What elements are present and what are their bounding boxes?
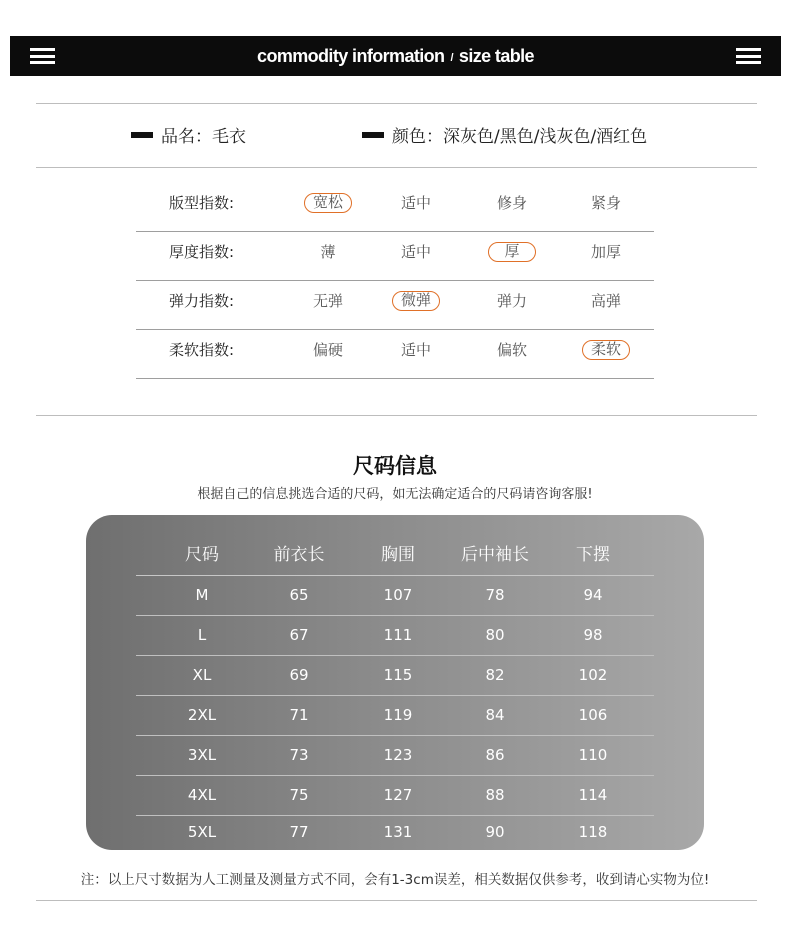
index-option: 加厚	[590, 243, 621, 261]
size-table-card	[86, 515, 704, 850]
index-row	[136, 280, 654, 330]
table-row	[136, 736, 654, 776]
table-row	[136, 656, 654, 696]
table-row	[136, 816, 654, 852]
table-cell: 71	[289, 706, 309, 724]
index-label: 柔软指数:	[169, 341, 235, 359]
bullet-bar-icon	[131, 132, 153, 138]
index-row	[136, 329, 654, 379]
table-cell: 4XL	[187, 786, 217, 804]
table-cell: 65	[289, 586, 309, 604]
index-option: 适中	[400, 243, 431, 261]
table-cell: 75	[289, 786, 309, 804]
table-cell: 110	[578, 746, 608, 764]
index-option: 偏硬	[312, 341, 343, 359]
table-cell: 118	[578, 823, 608, 841]
index-option: 适中	[400, 194, 431, 212]
product-colors	[362, 122, 647, 147]
size-info-subtitle: 根据自己的信息挑选合适的尺码，如无法确定适合的尺码请咨询客服!	[197, 487, 593, 502]
table-cell: 77	[289, 823, 309, 841]
index-option: 适中	[400, 341, 431, 359]
index-row	[136, 231, 654, 281]
table-cell: 106	[578, 706, 608, 724]
table-cell: 123	[383, 746, 413, 764]
index-option-selected: 微弹	[392, 291, 440, 311]
table-cell: 5XL	[187, 823, 217, 841]
header-title-separator: /	[450, 52, 453, 64]
index-option-selected: 厚	[488, 242, 536, 262]
column-header: 前衣长	[273, 545, 325, 565]
table-cell: 73	[289, 746, 309, 764]
table-row	[136, 776, 654, 816]
table-cell: 67	[289, 626, 309, 644]
divider	[36, 167, 757, 168]
table-cell: 119	[383, 706, 413, 724]
index-option: 紧身	[590, 194, 621, 212]
table-cell: 115	[383, 666, 413, 684]
table-cell: 88	[485, 786, 505, 804]
divider	[36, 103, 757, 104]
index-option-selected: 柔软	[582, 340, 630, 360]
bullet-bar-icon	[362, 132, 384, 138]
header-title-left: commodity information	[257, 46, 445, 66]
index-option: 弹力	[496, 292, 527, 310]
measurement-note: 注：以上尺寸数据为人工测量及测量方式不同，会有1-3cm误差，相关数据仅供参考，收到请心实物为位!	[80, 872, 710, 888]
table-cell: L	[197, 626, 207, 644]
table-cell: 69	[289, 666, 309, 684]
table-cell: 114	[578, 786, 608, 804]
index-label: 弹力指数:	[169, 292, 235, 310]
column-header: 下摆	[576, 545, 610, 565]
table-cell: 94	[583, 586, 603, 604]
table-cell: 86	[485, 746, 505, 764]
index-row	[136, 182, 654, 232]
header-title-right: size table	[458, 46, 534, 66]
table-cell: 131	[383, 823, 413, 841]
table-cell: 82	[485, 666, 505, 684]
size-table	[136, 535, 654, 852]
table-cell: 2XL	[187, 706, 217, 724]
header-title	[10, 36, 781, 78]
table-cell: XL	[192, 666, 212, 684]
table-cell: 98	[583, 626, 603, 644]
table-cell: 84	[485, 706, 505, 724]
table-row	[136, 576, 654, 616]
divider	[36, 900, 757, 901]
divider	[36, 415, 757, 416]
table-cell: 102	[578, 666, 608, 684]
column-header: 尺码	[185, 545, 219, 565]
table-cell: 3XL	[187, 746, 217, 764]
index-option: 修身	[496, 194, 527, 212]
table-cell: 90	[485, 823, 505, 841]
index-option: 高弹	[590, 292, 621, 310]
size-info-title: 尺码信息	[353, 454, 437, 478]
size-table-header	[136, 535, 654, 576]
index-option: 偏软	[496, 341, 527, 359]
table-cell: 111	[383, 626, 413, 644]
index-option: 薄	[320, 243, 336, 261]
table-cell: 78	[485, 586, 505, 604]
product-name	[131, 122, 246, 147]
menu-icon[interactable]	[736, 48, 761, 64]
column-header: 后中袖长	[461, 545, 529, 565]
product-colors-text: 颜色：深灰色/黑色/浅灰色/酒红色	[392, 127, 648, 147]
table-row	[136, 696, 654, 736]
table-row	[136, 616, 654, 656]
table-cell: 107	[383, 586, 413, 604]
index-label: 厚度指数:	[169, 243, 235, 261]
index-option-selected: 宽松	[304, 193, 352, 213]
table-cell: 80	[485, 626, 505, 644]
index-option: 无弹	[312, 292, 343, 310]
table-cell: 127	[383, 786, 413, 804]
header-bar	[10, 36, 781, 76]
product-name-text: 品名：毛衣	[161, 127, 246, 147]
table-cell: M	[195, 586, 209, 604]
column-header: 胸围	[381, 545, 415, 565]
index-label: 版型指数:	[169, 194, 235, 212]
